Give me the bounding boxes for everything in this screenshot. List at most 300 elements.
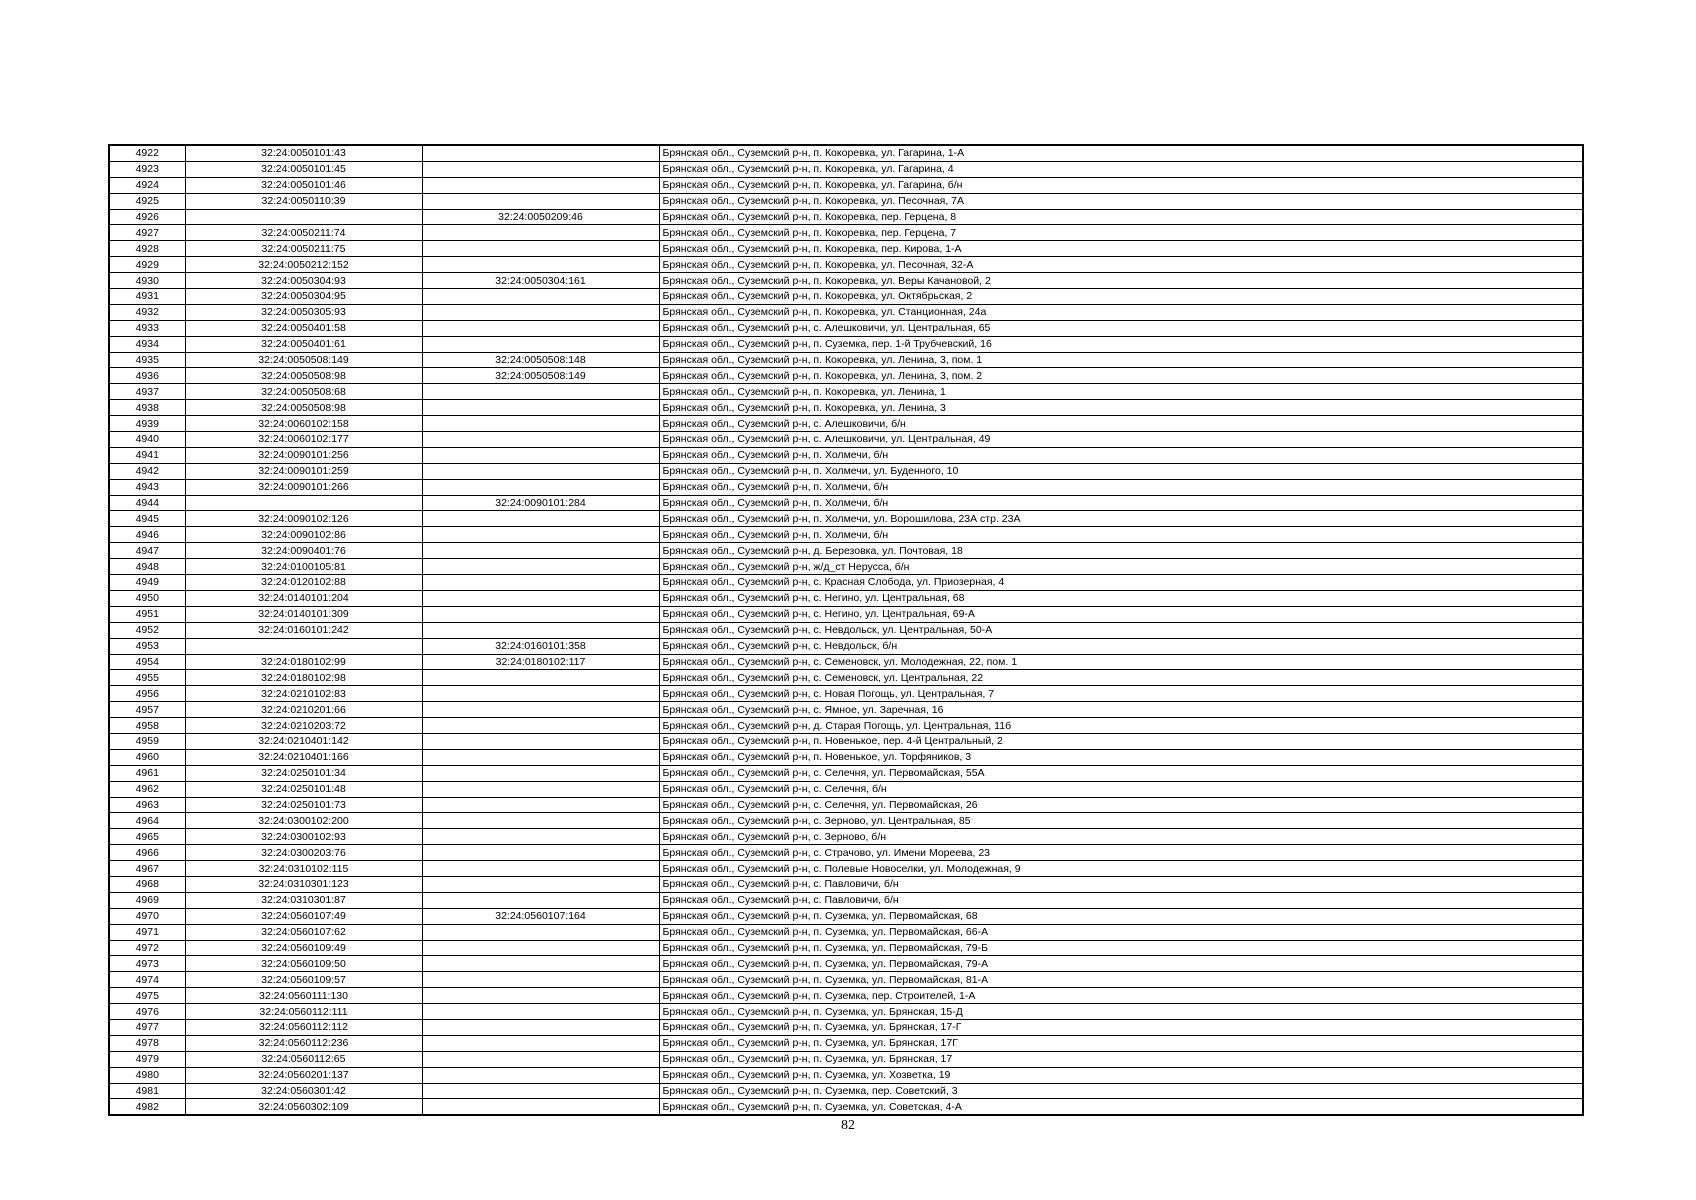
cadastral-number-cell: 32:24:0560109:57	[185, 972, 422, 988]
row-number-cell: 4948	[109, 559, 185, 575]
address-cell: Брянская обл., Суземский р-н, п. Кокоревка, ул. Гагарина, 1-А	[659, 145, 1583, 161]
cadastral-number-secondary-cell	[422, 384, 659, 400]
address-cell: Брянская обл., Суземский р-н, с. Павловичи, б/н	[659, 892, 1583, 908]
address-cell: Брянская обл., Суземский р-н, п. Суземка, ул. Первомайская, 68	[659, 908, 1583, 924]
row-number-cell: 4934	[109, 336, 185, 352]
cadastral-number-cell: 32:24:0140101:204	[185, 590, 422, 606]
cadastral-number-cell	[185, 209, 422, 225]
row-number-cell: 4933	[109, 320, 185, 336]
table-row	[109, 765, 1583, 781]
address-cell: Брянская обл., Суземский р-н, п. Холмечи, б/н	[659, 447, 1583, 463]
address-cell: Брянская обл., Суземский р-н, п. Новенькое, ул. Торфяников, 3	[659, 749, 1583, 765]
row-number-cell: 4939	[109, 416, 185, 432]
address-cell: Брянская обл., Суземский р-н, п. Новенькое, пер. 4-й Центральный, 2	[659, 733, 1583, 749]
cadastral-number-secondary-cell: 32:24:0090101:284	[422, 495, 659, 511]
cadastral-number-cell: 32:24:0120102:88	[185, 575, 422, 591]
cadastral-number-cell: 32:24:0560109:50	[185, 956, 422, 972]
cadastral-number-secondary-cell	[422, 575, 659, 591]
row-number-cell: 4925	[109, 193, 185, 209]
address-cell: Брянская обл., Суземский р-н, п. Кокоревка, ул. Ленина, 3, пом. 1	[659, 352, 1583, 368]
address-cell: Брянская обл., Суземский р-н, п. Кокоревка, ул. Октябрьская, 2	[659, 289, 1583, 305]
cadastral-number-cell: 32:24:0050101:45	[185, 161, 422, 177]
address-cell: Брянская обл., Суземский р-н, п. Холмечи, ул. Буденного, 10	[659, 463, 1583, 479]
table-row	[109, 511, 1583, 527]
cadastral-number-secondary-cell	[422, 447, 659, 463]
row-number-cell: 4924	[109, 177, 185, 193]
row-number-cell: 4951	[109, 606, 185, 622]
table-row	[109, 384, 1583, 400]
row-number-cell: 4932	[109, 304, 185, 320]
row-number-cell: 4937	[109, 384, 185, 400]
cadastral-number-cell: 32:24:0210401:142	[185, 733, 422, 749]
cadastral-number-secondary-cell	[422, 1099, 659, 1115]
row-number-cell: 4979	[109, 1051, 185, 1067]
cadastral-number-cell: 32:24:0050110:39	[185, 193, 422, 209]
row-number-cell: 4980	[109, 1067, 185, 1083]
table-row	[109, 241, 1583, 257]
table-row	[109, 527, 1583, 543]
address-cell: Брянская обл., Суземский р-н, п. Кокоревка, ул. Гагарина, б/н	[659, 177, 1583, 193]
table-row	[109, 892, 1583, 908]
table-row	[109, 702, 1583, 718]
cadastral-number-secondary-cell	[422, 829, 659, 845]
cadastral-number-secondary-cell: 32:24:0050508:148	[422, 352, 659, 368]
cadastral-number-cell: 32:24:0060102:158	[185, 416, 422, 432]
table-row	[109, 956, 1583, 972]
row-number-cell: 4958	[109, 718, 185, 734]
table-row	[109, 161, 1583, 177]
cadastral-number-secondary-cell	[422, 749, 659, 765]
address-cell: Брянская обл., Суземский р-н, п. Кокоревка, пер. Кирова, 1-А	[659, 241, 1583, 257]
table-row	[109, 320, 1583, 336]
cadastral-number-secondary-cell	[422, 972, 659, 988]
address-cell: Брянская обл., Суземский р-н, п. Холмечи, б/н	[659, 495, 1583, 511]
row-number-cell: 4973	[109, 956, 185, 972]
cadastral-number-cell: 32:24:0560112:236	[185, 1035, 422, 1051]
cadastral-number-cell: 32:24:0100105:81	[185, 559, 422, 575]
cadastral-number-cell: 32:24:0560109:49	[185, 940, 422, 956]
table-row	[109, 432, 1583, 448]
cadastral-number-secondary-cell	[422, 988, 659, 1004]
cadastral-number-cell: 32:24:0560302:109	[185, 1099, 422, 1115]
row-number-cell: 4950	[109, 590, 185, 606]
cadastral-number-secondary-cell	[422, 289, 659, 305]
cadastral-number-secondary-cell	[422, 622, 659, 638]
cadastral-number-cell: 32:24:0050101:46	[185, 177, 422, 193]
address-cell: Брянская обл., Суземский р-н, п. Кокоревка, ул. Песочная, 32-А	[659, 257, 1583, 273]
cadastral-number-secondary-cell	[422, 813, 659, 829]
row-number-cell: 4978	[109, 1035, 185, 1051]
cadastral-number-secondary-cell	[422, 416, 659, 432]
row-number-cell: 4962	[109, 781, 185, 797]
address-cell: Брянская обл., Суземский р-н, п. Суземка, ул. Первомайская, 79-Б	[659, 940, 1583, 956]
cadastral-number-secondary-cell	[422, 590, 659, 606]
cadastral-number-secondary-cell	[422, 718, 659, 734]
cadastral-number-cell: 32:24:0560201:137	[185, 1067, 422, 1083]
cadastral-number-cell: 32:24:0050508:98	[185, 400, 422, 416]
table-row	[109, 575, 1583, 591]
table-row	[109, 876, 1583, 892]
row-number-cell: 4972	[109, 940, 185, 956]
cadastral-number-cell: 32:24:0250101:73	[185, 797, 422, 813]
row-number-cell: 4955	[109, 670, 185, 686]
cadastral-number-cell: 32:24:0210201:66	[185, 702, 422, 718]
address-cell: Брянская обл., Суземский р-н, п. Холмечи, ул. Ворошилова, 23А стр. 23А	[659, 511, 1583, 527]
cadastral-number-secondary-cell	[422, 876, 659, 892]
row-number-cell: 4931	[109, 289, 185, 305]
cadastral-number-secondary-cell	[422, 257, 659, 273]
table-row	[109, 368, 1583, 384]
address-cell: Брянская обл., Суземский р-н, с. Семеновск, ул. Молодежная, 22, пом. 1	[659, 654, 1583, 670]
cadastral-number-cell: 32:24:0210401:166	[185, 749, 422, 765]
cadastral-number-secondary-cell: 32:24:0050304:161	[422, 273, 659, 289]
row-number-cell: 4952	[109, 622, 185, 638]
table-row	[109, 559, 1583, 575]
address-cell: Брянская обл., Суземский р-н, с. Селечня, б/н	[659, 781, 1583, 797]
row-number-cell: 4966	[109, 845, 185, 861]
row-number-cell: 4968	[109, 876, 185, 892]
cadastral-number-cell: 32:24:0050304:93	[185, 273, 422, 289]
table-row	[109, 1067, 1583, 1083]
cadastral-number-cell: 32:24:0090101:266	[185, 479, 422, 495]
address-cell: Брянская обл., Суземский р-н, д. Березовка, ул. Почтовая, 18	[659, 543, 1583, 559]
row-number-cell: 4969	[109, 892, 185, 908]
cadastral-number-cell: 32:24:0090101:259	[185, 463, 422, 479]
table-row	[109, 1083, 1583, 1099]
address-cell: Брянская обл., Суземский р-н, п. Суземка, ул. Брянская, 15-Д	[659, 1004, 1583, 1020]
cadastral-number-secondary-cell: 32:24:0050209:46	[422, 209, 659, 225]
row-number-cell: 4975	[109, 988, 185, 1004]
cadastral-number-secondary-cell	[422, 1067, 659, 1083]
cadastral-number-secondary-cell	[422, 161, 659, 177]
table-row	[109, 177, 1583, 193]
row-number-cell: 4974	[109, 972, 185, 988]
row-number-cell: 4927	[109, 225, 185, 241]
cadastral-number-cell: 32:24:0180102:99	[185, 654, 422, 670]
cadastral-number-secondary-cell	[422, 845, 659, 861]
table-row	[109, 988, 1583, 1004]
table-row	[109, 1019, 1583, 1035]
cadastral-number-cell: 32:24:0300102:93	[185, 829, 422, 845]
cadastral-number-secondary-cell	[422, 479, 659, 495]
address-cell: Брянская обл., Суземский р-н, п. Кокоревка, ул. Ленина, 3	[659, 400, 1583, 416]
row-number-cell: 4947	[109, 543, 185, 559]
row-number-cell: 4954	[109, 654, 185, 670]
address-cell: Брянская обл., Суземский р-н, п. Кокоревка, ул. Ленина, 1	[659, 384, 1583, 400]
cadastral-number-secondary-cell	[422, 670, 659, 686]
row-number-cell: 4929	[109, 257, 185, 273]
table-row	[109, 606, 1583, 622]
address-cell: Брянская обл., Суземский р-н, д. Старая Погощь, ул. Центральная, 11б	[659, 718, 1583, 734]
table-row	[109, 670, 1583, 686]
cadastral-number-cell: 32:24:0210102:83	[185, 686, 422, 702]
cadastral-number-secondary-cell	[422, 1035, 659, 1051]
table-row	[109, 193, 1583, 209]
cadastral-number-secondary-cell	[422, 511, 659, 527]
cadastral-number-cell: 32:24:0050101:43	[185, 145, 422, 161]
cadastral-number-secondary-cell	[422, 797, 659, 813]
cadastral-number-secondary-cell	[422, 781, 659, 797]
row-number-cell: 4938	[109, 400, 185, 416]
cadastral-number-secondary-cell	[422, 241, 659, 257]
cadastral-number-cell: 32:24:0050508:68	[185, 384, 422, 400]
cadastral-number-cell: 32:24:0560112:112	[185, 1019, 422, 1035]
table-row	[109, 1099, 1583, 1115]
cadastral-number-cell: 32:24:0560112:111	[185, 1004, 422, 1020]
row-number-cell: 4971	[109, 924, 185, 940]
cadastral-number-secondary-cell	[422, 1004, 659, 1020]
cadastral-number-secondary-cell	[422, 304, 659, 320]
table-row	[109, 718, 1583, 734]
table-row	[109, 479, 1583, 495]
cadastral-number-secondary-cell	[422, 225, 659, 241]
row-number-cell: 4981	[109, 1083, 185, 1099]
cadastral-number-cell: 32:24:0300102:200	[185, 813, 422, 829]
cadastral-number-secondary-cell	[422, 892, 659, 908]
row-number-cell: 4961	[109, 765, 185, 781]
address-cell: Брянская обл., Суземский р-н, с. Алешковичи, б/н	[659, 416, 1583, 432]
address-cell: Брянская обл., Суземский р-н, п. Суземка, ул. Брянская, 17-Г	[659, 1019, 1583, 1035]
cadastral-number-cell: 32:24:0180102:98	[185, 670, 422, 686]
cadastral-number-cell	[185, 495, 422, 511]
row-number-cell: 4930	[109, 273, 185, 289]
table-row	[109, 352, 1583, 368]
address-cell: Брянская обл., Суземский р-н, п. Суземка, ул. Первомайская, 79-А	[659, 956, 1583, 972]
cadastral-number-secondary-cell	[422, 559, 659, 575]
row-number-cell: 4959	[109, 733, 185, 749]
address-cell: Брянская обл., Суземский р-н, п. Суземка, пер. Строителей, 1-А	[659, 988, 1583, 1004]
cadastral-number-secondary-cell: 32:24:0050508:149	[422, 368, 659, 384]
table-row	[109, 638, 1583, 654]
cadastral-number-secondary-cell	[422, 177, 659, 193]
cadastral-number-cell: 32:24:0090102:126	[185, 511, 422, 527]
cadastral-number-secondary-cell: 32:24:0160101:358	[422, 638, 659, 654]
table-row	[109, 924, 1583, 940]
row-number-cell: 4926	[109, 209, 185, 225]
table-row	[109, 543, 1583, 559]
row-number-cell: 4928	[109, 241, 185, 257]
row-number-cell: 4964	[109, 813, 185, 829]
row-number-cell: 4965	[109, 829, 185, 845]
table-row	[109, 908, 1583, 924]
cadastral-number-secondary-cell	[422, 1083, 659, 1099]
cadastral-number-cell: 32:24:0560112:65	[185, 1051, 422, 1067]
cadastral-number-cell: 32:24:0050508:98	[185, 368, 422, 384]
cadastral-number-secondary-cell	[422, 956, 659, 972]
cadastral-number-cell: 32:24:0090102:86	[185, 527, 422, 543]
table-row	[109, 257, 1583, 273]
cadastral-number-secondary-cell: 32:24:0560107:164	[422, 908, 659, 924]
table-row	[109, 686, 1583, 702]
table-row	[109, 145, 1583, 161]
row-number-cell: 4982	[109, 1099, 185, 1115]
address-cell: Брянская обл., Суземский р-н, с. Невдольск, б/н	[659, 638, 1583, 654]
cadastral-number-cell: 32:24:0250101:34	[185, 765, 422, 781]
cadastral-number-cell: 32:24:0060102:177	[185, 432, 422, 448]
table-row	[109, 463, 1583, 479]
table-row	[109, 1051, 1583, 1067]
cadastral-number-cell: 32:24:0050508:149	[185, 352, 422, 368]
cadastral-number-cell: 32:24:0050401:61	[185, 336, 422, 352]
cadastral-number-secondary-cell	[422, 606, 659, 622]
cadastral-number-secondary-cell	[422, 543, 659, 559]
table-row	[109, 940, 1583, 956]
table-row	[109, 304, 1583, 320]
cadastral-number-cell: 32:24:0050211:74	[185, 225, 422, 241]
row-number-cell: 4949	[109, 575, 185, 591]
row-number-cell: 4936	[109, 368, 185, 384]
address-cell: Брянская обл., Суземский р-н, п. Суземка, ул. Первомайская, 66-А	[659, 924, 1583, 940]
cadastral-number-secondary-cell: 32:24:0180102:117	[422, 654, 659, 670]
address-cell: Брянская обл., Суземский р-н, п. Кокоревка, пер. Герцена, 7	[659, 225, 1583, 241]
table-row	[109, 289, 1583, 305]
row-number-cell: 4960	[109, 749, 185, 765]
row-number-cell: 4941	[109, 447, 185, 463]
address-cell: Брянская обл., Суземский р-н, п. Кокоревка, ул. Веры Качановой, 2	[659, 273, 1583, 289]
row-number-cell: 4976	[109, 1004, 185, 1020]
address-cell: Брянская обл., Суземский р-н, с. Полевые Новоселки, ул. Молодежная, 9	[659, 861, 1583, 877]
address-cell: Брянская обл., Суземский р-н, с. Ямное, ул. Заречная, 16	[659, 702, 1583, 718]
cadastral-number-secondary-cell	[422, 765, 659, 781]
table-row	[109, 336, 1583, 352]
cadastral-number-secondary-cell	[422, 733, 659, 749]
table-row	[109, 447, 1583, 463]
row-number-cell: 4963	[109, 797, 185, 813]
table-row	[109, 845, 1583, 861]
row-number-cell: 4940	[109, 432, 185, 448]
cadastral-number-cell: 32:24:0560301:42	[185, 1083, 422, 1099]
row-number-cell: 4956	[109, 686, 185, 702]
cadastral-number-secondary-cell	[422, 145, 659, 161]
cadastral-number-cell: 32:24:0310301:87	[185, 892, 422, 908]
cadastral-number-secondary-cell	[422, 686, 659, 702]
address-cell: Брянская обл., Суземский р-н, с. Страчово, ул. Имени Мореева, 23	[659, 845, 1583, 861]
cadastral-number-secondary-cell	[422, 527, 659, 543]
row-number-cell: 4957	[109, 702, 185, 718]
table-row	[109, 829, 1583, 845]
address-cell: Брянская обл., Суземский р-н, с. Новая Погощь, ул. Центральная, 7	[659, 686, 1583, 702]
table-row	[109, 495, 1583, 511]
table-row	[109, 861, 1583, 877]
address-cell: Брянская обл., Суземский р-н, ж/д_ст Нерусса, б/н	[659, 559, 1583, 575]
row-number-cell: 4967	[109, 861, 185, 877]
address-cell: Брянская обл., Суземский р-н, п. Суземка, ул. Брянская, 17Г	[659, 1035, 1583, 1051]
cadastral-number-cell: 32:24:0160101:242	[185, 622, 422, 638]
table-row	[109, 797, 1583, 813]
cadastral-number-cell: 32:24:0560107:62	[185, 924, 422, 940]
address-cell: Брянская обл., Суземский р-н, с. Красная Слобода, ул. Приозерная, 4	[659, 575, 1583, 591]
table-row	[109, 416, 1583, 432]
table-row	[109, 590, 1583, 606]
table-row	[109, 813, 1583, 829]
cadastral-number-cell: 32:24:0140101:309	[185, 606, 422, 622]
cadastral-number-secondary-cell	[422, 940, 659, 956]
table-row	[109, 273, 1583, 289]
address-cell: Брянская обл., Суземский р-н, с. Негино, ул. Центральная, 68	[659, 590, 1583, 606]
address-cell: Брянская обл., Суземский р-н, п. Кокоревка, ул. Гагарина, 4	[659, 161, 1583, 177]
cadastral-number-secondary-cell	[422, 924, 659, 940]
row-number-cell: 4935	[109, 352, 185, 368]
cadastral-number-secondary-cell	[422, 432, 659, 448]
cadastral-number-cell: 32:24:0090401:76	[185, 543, 422, 559]
row-number-cell: 4977	[109, 1019, 185, 1035]
cadastral-number-cell: 32:24:0090101:256	[185, 447, 422, 463]
cadastral-number-secondary-cell	[422, 702, 659, 718]
cadastral-number-cell: 32:24:0210203:72	[185, 718, 422, 734]
cadastral-number-cell: 32:24:0560107:49	[185, 908, 422, 924]
cadastral-number-secondary-cell	[422, 193, 659, 209]
address-cell: Брянская обл., Суземский р-н, п. Суземка, пер. 1-й Трубчевский, 16	[659, 336, 1583, 352]
table-row	[109, 225, 1583, 241]
cadastral-number-secondary-cell	[422, 861, 659, 877]
address-cell: Брянская обл., Суземский р-н, п. Кокоревка, ул. Ленина, 3, пом. 2	[659, 368, 1583, 384]
address-cell: Брянская обл., Суземский р-н, п. Холмечи, б/н	[659, 479, 1583, 495]
cadastral-number-cell: 32:24:0300203:76	[185, 845, 422, 861]
row-number-cell: 4942	[109, 463, 185, 479]
cadastral-number-cell: 32:24:0050212:152	[185, 257, 422, 273]
address-cell: Брянская обл., Суземский р-н, с. Невдольск, ул. Центральная, 50-А	[659, 622, 1583, 638]
address-cell: Брянская обл., Суземский р-н, п. Суземка, ул. Советская, 4-А	[659, 1099, 1583, 1115]
table-row	[109, 1035, 1583, 1051]
registry-rows	[109, 145, 1583, 1115]
cadastral-number-cell: 32:24:0050305:93	[185, 304, 422, 320]
cadastral-number-secondary-cell	[422, 1051, 659, 1067]
address-cell: Брянская обл., Суземский р-н, с. Семеновск, ул. Центральная, 22	[659, 670, 1583, 686]
table-row	[109, 209, 1583, 225]
cadastral-number-cell: 32:24:0310301:123	[185, 876, 422, 892]
row-number-cell: 4923	[109, 161, 185, 177]
address-cell: Брянская обл., Суземский р-н, п. Суземка, ул. Брянская, 17	[659, 1051, 1583, 1067]
page-number: 82	[841, 1118, 855, 1133]
row-number-cell: 4944	[109, 495, 185, 511]
cadastral-number-cell: 32:24:0050304:95	[185, 289, 422, 305]
table-row	[109, 654, 1583, 670]
cadastral-number-cell: 32:24:0310102:115	[185, 861, 422, 877]
address-cell: Брянская обл., Суземский р-н, п. Кокоревка, ул. Станционная, 24а	[659, 304, 1583, 320]
cadastral-number-secondary-cell	[422, 463, 659, 479]
cadastral-number-secondary-cell	[422, 400, 659, 416]
row-number-cell: 4922	[109, 145, 185, 161]
address-cell: Брянская обл., Суземский р-н, с. Алешковичи, ул. Центральная, 65	[659, 320, 1583, 336]
cadastral-number-cell: 32:24:0560111:130	[185, 988, 422, 1004]
row-number-cell: 4953	[109, 638, 185, 654]
cadastral-number-secondary-cell	[422, 320, 659, 336]
table-row	[109, 781, 1583, 797]
registry-table	[108, 144, 1584, 1116]
table-row	[109, 972, 1583, 988]
address-cell: Брянская обл., Суземский р-н, с. Зерново, б/н	[659, 829, 1583, 845]
row-number-cell: 4943	[109, 479, 185, 495]
address-cell: Брянская обл., Суземский р-н, п. Холмечи, б/н	[659, 527, 1583, 543]
row-number-cell: 4945	[109, 511, 185, 527]
row-number-cell: 4970	[109, 908, 185, 924]
address-cell: Брянская обл., Суземский р-н, с. Селечня, ул. Первомайская, 55А	[659, 765, 1583, 781]
address-cell: Брянская обл., Суземский р-н, п. Кокоревка, пер. Герцена, 8	[659, 209, 1583, 225]
address-cell: Брянская обл., Суземский р-н, с. Павловичи, б/н	[659, 876, 1583, 892]
cadastral-number-cell: 32:24:0050401:58	[185, 320, 422, 336]
address-cell: Брянская обл., Суземский р-н, с. Алешковичи, ул. Центральная, 49	[659, 432, 1583, 448]
table-row	[109, 400, 1583, 416]
table-row	[109, 749, 1583, 765]
address-cell: Брянская обл., Суземский р-н, п. Суземка, ул. Первомайская, 81-А	[659, 972, 1583, 988]
address-cell: Брянская обл., Суземский р-н, п. Суземка, пер. Советский, 3	[659, 1083, 1583, 1099]
row-number-cell: 4946	[109, 527, 185, 543]
cadastral-number-cell: 32:24:0050211:75	[185, 241, 422, 257]
address-cell: Брянская обл., Суземский р-н, п. Кокоревка, ул. Песочная, 7А	[659, 193, 1583, 209]
cadastral-number-secondary-cell	[422, 336, 659, 352]
address-cell: Брянская обл., Суземский р-н, п. Суземка, ул. Хозветка, 19	[659, 1067, 1583, 1083]
table-row	[109, 733, 1583, 749]
